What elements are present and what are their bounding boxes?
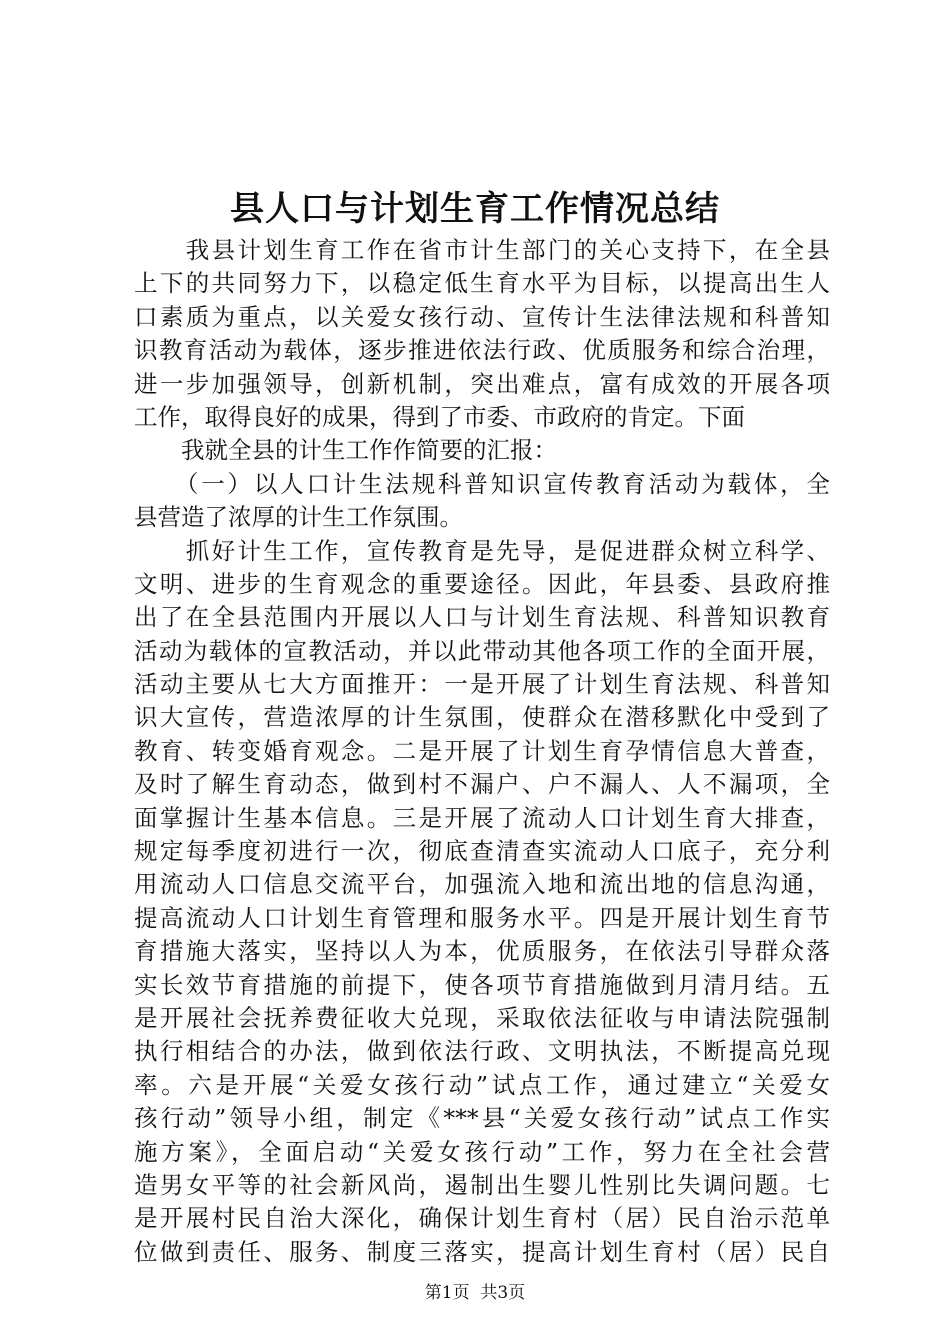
body-line: 施方案》，全面启动“关爱女孩行动”工作，努力在全社会营 <box>134 1137 830 1166</box>
body-line: 实长效节育措施的前提下，使各项节育措施做到月清月结。五 <box>134 970 830 999</box>
body-line: 抓好计生工作，宣传教育是先导，是促进群众树立科学、 <box>134 536 830 565</box>
body-line: 我县计划生育工作在省市计生部门的关心支持下，在全县 <box>134 236 830 264</box>
body-line: 执行相结合的办法，做到依法行政、文明执法，不断提高兑现 <box>134 1037 830 1066</box>
body-line: 识教育活动为载体，逐步推进依法行政、优质服务和综合治理， <box>134 336 830 365</box>
page-footer: 第1页 共3页 <box>424 1283 526 1303</box>
body-line: 提高流动人口计划生育管理和服务水平。四是开展计划生育节 <box>134 903 830 932</box>
body-line: （一）以人口计生法规科普知识宣传教育活动为载体，全 <box>134 469 830 498</box>
body-line: 活动为载体的宣教活动，并以此带动其他各项工作的全面开展， <box>134 636 830 665</box>
body-line: 位做到责任、服务、制度三落实，提高计划生育村（居）民自 <box>134 1237 830 1266</box>
body-line: 率。六是开展“关爱女孩行动”试点工作，通过建立“关爱女 <box>134 1070 830 1099</box>
body-line: 是开展村民自治大深化，确保计划生育村（居）民自治示范单 <box>134 1204 830 1233</box>
body-line: 文明、进步的生育观念的重要途径。因此，年县委、县政府推 <box>134 569 830 598</box>
body-line: 孩行动”领导小组，制定《***县“关爱女孩行动”试点工作实 <box>134 1104 830 1133</box>
body-line: 口素质为重点，以关爱女孩行动、宣传计生法律法规和科普知 <box>134 302 830 331</box>
body-line: 是开展社会抚养费征收大兑现，采取依法征收与申请法院强制 <box>134 1003 830 1032</box>
body-line: 活动主要从七大方面推开：一是开展了计划生育法规、科普知 <box>134 670 830 699</box>
body-line: 县营造了浓厚的计生工作氛围。 <box>134 503 463 532</box>
body-line: 教育、转变婚育观念。二是开展了计划生育孕情信息大普查， <box>134 736 830 765</box>
body-line: 育措施大落实，坚持以人为本，优质服务，在依法引导群众落 <box>134 937 830 966</box>
body-line: 识大宣传，营造浓厚的计生氛围，使群众在潜移默化中受到了 <box>134 703 830 732</box>
body-line: 及时了解生育动态，做到村不漏户、户不漏人、人不漏项，全 <box>134 770 830 799</box>
body-line: 进一步加强领导，创新机制，突出难点，富有成效的开展各项 <box>134 369 830 398</box>
body-line: 工作，取得良好的成果，得到了市委、市政府的肯定。下面 <box>134 402 745 431</box>
body-line: 上下的共同努力下，以稳定低生育水平为目标，以提高出生人 <box>134 269 830 298</box>
body-line: 造男女平等的社会新风尚，遏制出生婴儿性别比失调问题。七 <box>134 1170 830 1199</box>
document-title: 县人口与计划生育工作情况总结 <box>230 189 720 229</box>
body-line: 面掌握计生基本信息。三是开展了流动人口计划生育大排查， <box>134 803 830 832</box>
body-line: 规定每季度初进行一次，彻底查清查实流动人口底子，充分利 <box>134 837 830 866</box>
body-line: 出了在全县范围内开展以人口与计划生育法规、科普知识教育 <box>134 603 830 632</box>
document-body <box>134 234 830 1269</box>
body-line: 我就全县的计生工作作简要的汇报： <box>134 436 557 465</box>
body-line: 用流动人口信息交流平台，加强流入地和流出地的信息沟通， <box>134 870 830 899</box>
